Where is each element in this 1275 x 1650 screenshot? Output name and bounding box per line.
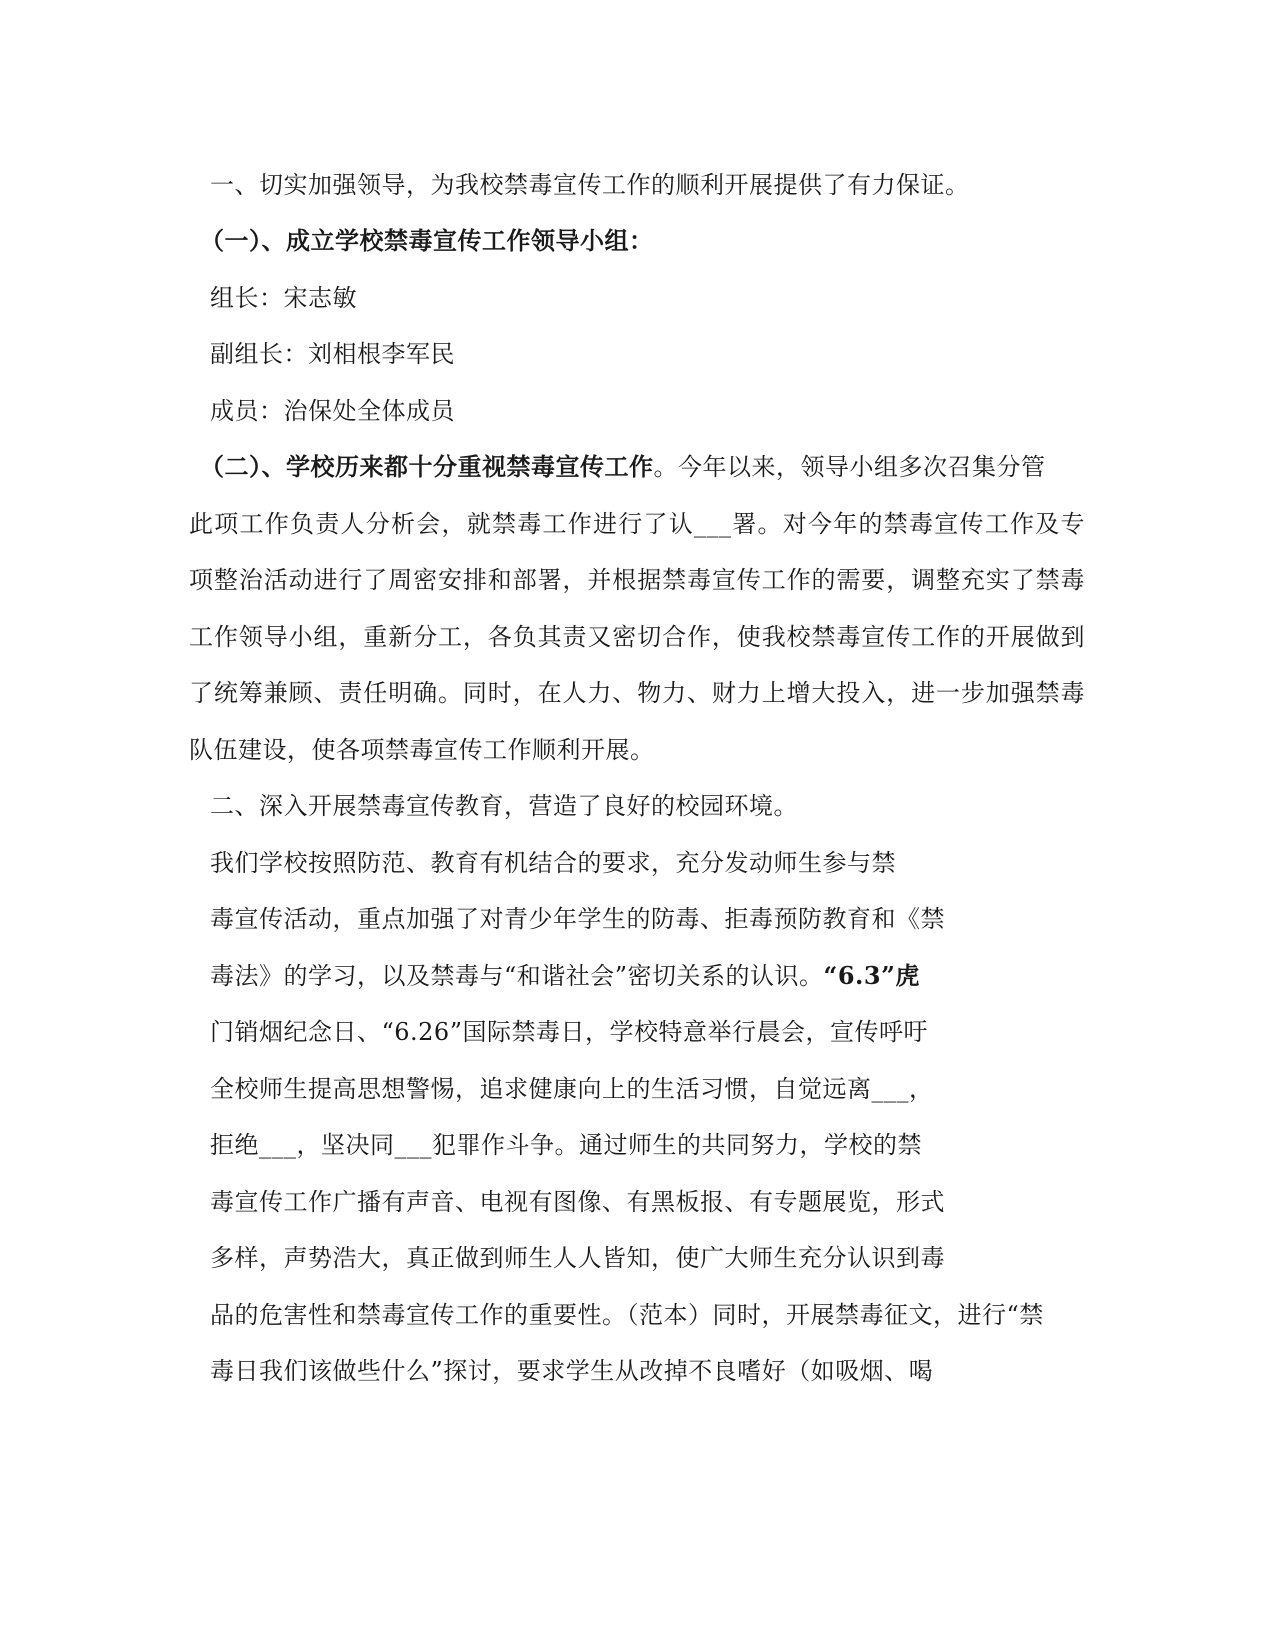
para2-line: 项整治活动进行了周密安排和部署，并根据禁毒宣传工作的需要，调整充实了禁毒	[189, 566, 1085, 594]
para2-line: 队伍建设，使各项禁毒宣传工作顺利开展。	[189, 736, 655, 764]
para3-line: 毒日我们该做些什么”探讨，要求学生从改掉不良嗜好（如吸烟、喝	[210, 1357, 934, 1385]
sub2-heading: （二）、学校历来都十分重视禁毒宣传工作	[200, 452, 654, 481]
para3-line3-text: 毒法》的学习，以及禁毒与“和谐社会”密切关系的认识。	[210, 962, 824, 990]
deputy-line: 副组长：刘相根李军民	[210, 340, 455, 368]
section2-heading: 二、深入开展禁毒宣传教育，营造了良好的校园环境。	[210, 792, 798, 820]
para3-line: 毒宣传工作广播有声音、电视有图像、有黑板报、有专题展览，形式	[210, 1188, 945, 1216]
para3-line: 毒宣传活动，重点加强了对青少年学生的防毒、拒毒预防教育和《禁	[210, 905, 945, 933]
para3-line	[210, 961, 920, 991]
para3-line: 我们学校按照防范、教育有机结合的要求，充分发动师生参与禁	[210, 849, 896, 877]
para3-line: 全校师生提高思想警惕，追求健康向上的生活习惯，自觉远离___，	[210, 1075, 934, 1103]
para3-line: 品的危害性和禁毒宣传工作的重要性。（范本）同时，开展禁毒征文，进行“禁	[210, 1301, 1044, 1329]
sub1-heading: （一）、成立学校禁毒宣传工作领导小组：	[200, 226, 654, 255]
para3-line: 拒绝___，坚决同___犯罪作斗争。通过师生的共同努力，学校的禁	[210, 1131, 922, 1159]
section1-heading: 一、切实加强领导，为我校禁毒宣传工作的顺利开展提供了有力保证。	[210, 171, 970, 199]
members-line: 成员：治保处全体成员	[210, 397, 455, 425]
para3-line3-bold: “6.3”虎	[823, 961, 920, 990]
para3-line: 门销烟纪念日、“6.26”国际禁毒日，学校特意举行晨会，宣传呼吁	[210, 1018, 928, 1046]
sub2-lead-text: 。今年以来，领导小组多次召集分管	[653, 453, 1046, 481]
leader-line: 组长：宋志敏	[210, 284, 357, 312]
para3-line: 多样，声势浩大，真正做到师生人人皆知，使广大师生充分认识到毒	[210, 1244, 945, 1272]
para2-line: 此项工作负责人分析会，就禁毒工作进行了认___署。对今年的禁毒宣传工作及专	[189, 510, 1085, 538]
sub2-paragraph-first-line	[200, 452, 1046, 482]
para2-line: 工作领导小组，重新分工，各负其责又密切合作，使我校禁毒宣传工作的开展做到	[189, 623, 1085, 651]
para2-line: 了统筹兼顾、责任明确。同时，在人力、物力、财力上增大投入，进一步加强禁毒	[189, 679, 1085, 707]
